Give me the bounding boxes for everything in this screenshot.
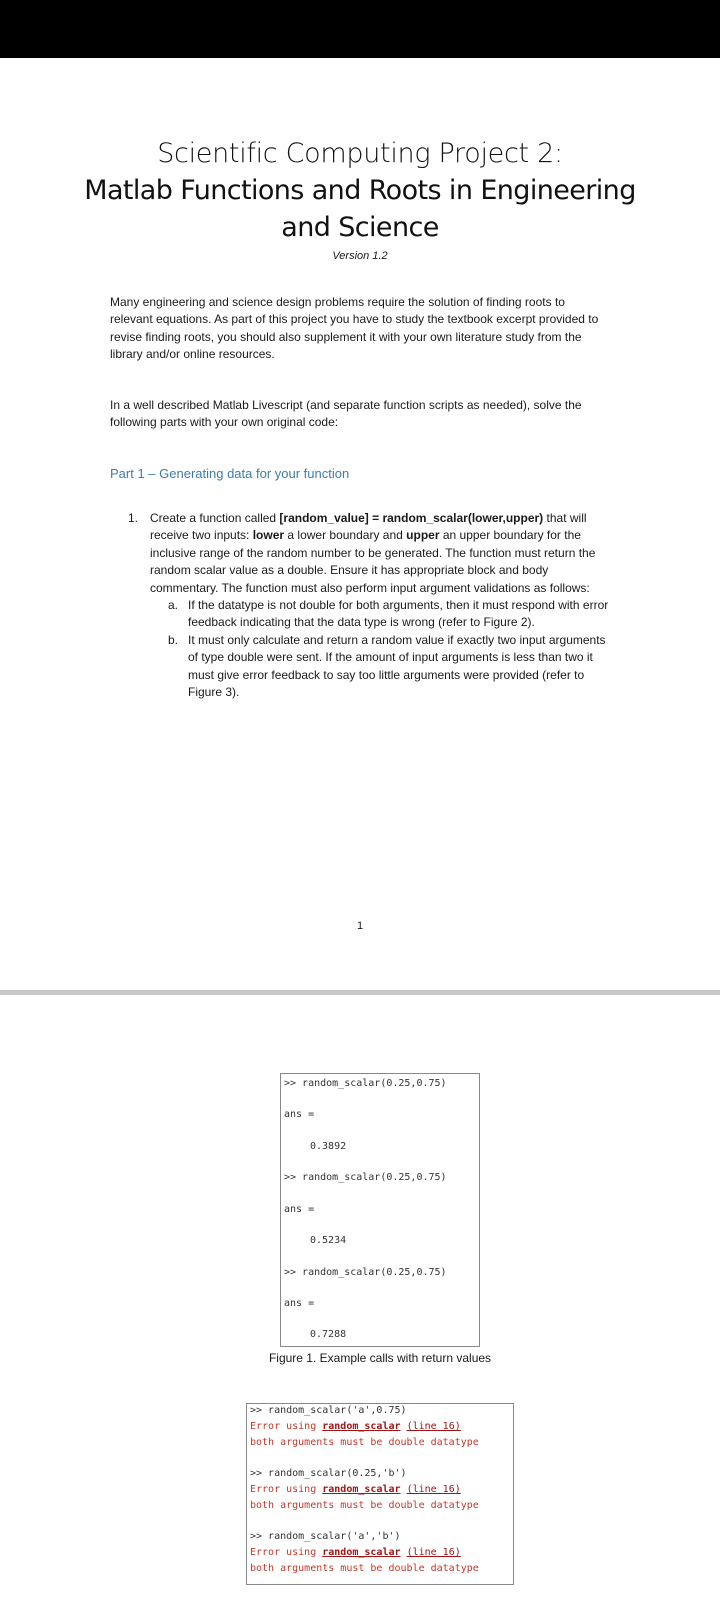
error-function-link[interactable]: random_scalar — [322, 1484, 401, 1495]
sub-item-a — [168, 597, 612, 632]
list-item-number: 1. — [128, 511, 139, 525]
error-prefix: Error using — [250, 1547, 323, 1558]
arg-lower: lower — [252, 528, 285, 543]
version-label: Version 1.2 — [332, 250, 388, 262]
error-function-link[interactable]: random_scalar — [322, 1547, 401, 1558]
document-page-2 — [0, 995, 720, 1600]
console-value: 0.5234 — [310, 1235, 347, 1246]
text-run: that will receive two inputs: — [150, 511, 587, 543]
error-line-link[interactable]: (line 16) — [406, 1484, 461, 1495]
sub-item-letter: a. — [168, 598, 179, 613]
console-command: >> random_scalar('a',0.75) — [250, 1405, 407, 1416]
document-page-1 — [0, 58, 720, 990]
error-line-link[interactable]: (line 16) — [406, 1421, 461, 1432]
sub-item-letter: b. — [168, 632, 179, 647]
console-command: >> random_scalar('a','b') — [250, 1531, 401, 1542]
task-list — [128, 510, 612, 701]
part1-heading: Part 1 – Generating data for your function — [110, 466, 350, 481]
console-error-message: both arguments must be double datatype — [250, 1437, 479, 1448]
console-error-line — [250, 1484, 461, 1495]
text-run: a lower boundary and — [284, 528, 407, 543]
console-command: >> random_scalar(0.25,0.75) — [284, 1078, 447, 1089]
console-error-line — [250, 1421, 461, 1432]
title-line-2: Matlab Functions and Roots in Engineering — [84, 175, 636, 206]
top-black-bar — [0, 0, 720, 58]
console-command: >> random_scalar(0.25,'b') — [250, 1468, 407, 1479]
sub-item-text: It must only calculate and return a random value if exactly two input arguments of type double were sent. If the amount of input arguments is less than two it must give error feedback to say too little arguments were provided (refer to Figure 3). — [188, 632, 606, 700]
function-signature: [random_value] = random_scalar(lower,upper) — [279, 511, 544, 525]
console-error-message: both arguments must be double datatype — [250, 1500, 479, 1511]
intro-paragraph: Many engineering and science design problems require the solution of finding roots to relevant equations. As part of this project you have to study the textbook excerpt provided to revise finding roots, you should also supplement it with your own literature study from the library and/or online resources. — [110, 295, 599, 362]
console-value: 0.7288 — [310, 1329, 347, 1340]
title-line-3: and Science — [281, 212, 439, 243]
list-item — [128, 510, 612, 597]
error-line-link[interactable]: (line 16) — [406, 1547, 461, 1558]
title-line-1: Scientific Computing Project 2: — [157, 138, 563, 169]
console-error-message: both arguments must be double datatype — [250, 1563, 479, 1574]
error-prefix: Error using — [250, 1484, 323, 1495]
page-number: 1 — [356, 920, 364, 932]
console-ans-label: ans = — [284, 1109, 315, 1120]
list-item-text — [150, 510, 612, 597]
console-ans-label: ans = — [284, 1298, 315, 1309]
arg-upper: upper — [406, 528, 440, 543]
text-run: an upper boundary for the inclusive range of the random number to be generated. The function must return the random scalar value as a double. Ensure it has appropriate block and body commentary. The function must also perform input argument validations as follows: — [150, 528, 596, 595]
error-function-link[interactable]: random_scalar — [322, 1421, 401, 1432]
sub-item-b — [168, 632, 612, 702]
instructions-paragraph: In a well described Matlab Livescript (and separate function scripts as needed), solve the following parts with your own original code: — [110, 398, 582, 430]
console-command: >> random_scalar(0.25,0.75) — [284, 1172, 447, 1183]
console-ans-label: ans = — [284, 1204, 315, 1215]
figure1-caption: Figure 1. Example calls with return values — [268, 1351, 492, 1365]
console-command: >> random_scalar(0.25,0.75) — [284, 1267, 447, 1278]
sub-item-text: If the datatype is not double for both arguments, then it must respond with error feedback indicating that the data type is wrong (refer to Figure 2). — [188, 598, 609, 630]
text-run: Create a function called — [150, 511, 280, 525]
console-error-line — [250, 1547, 461, 1558]
figure2-console — [246, 1403, 514, 1585]
figure1-console — [280, 1073, 480, 1347]
error-prefix: Error using — [250, 1421, 323, 1432]
console-value: 0.3892 — [310, 1141, 347, 1152]
